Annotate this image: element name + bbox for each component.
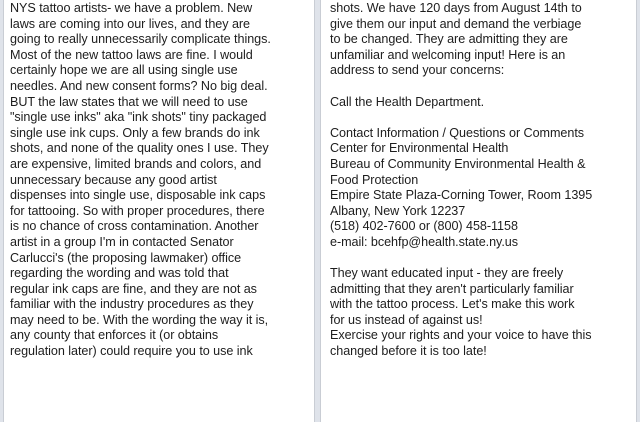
post-line: shots, and none of the quality ones I use. They bbox=[10, 141, 269, 156]
call-health-department-line: Call the Health Department. bbox=[330, 94, 485, 109]
post-line: any county that enforces it (or obtains bbox=[10, 328, 219, 343]
contact-line: Albany, New York 12237 bbox=[330, 203, 466, 218]
post-line: changed before it is too late! bbox=[330, 344, 487, 359]
post-line: dispenses into single use, disposable ink caps bbox=[10, 188, 266, 203]
post-line: single use ink cups. Only a few brands do ink bbox=[10, 125, 260, 140]
paragraph-gap bbox=[330, 79, 636, 95]
post-line: is no chance of cross contamination. Another bbox=[10, 219, 259, 234]
post-line: Carlucci's (the proposing lawmaker) office bbox=[10, 250, 242, 265]
post-line: needles. And new consent forms? No big deal. bbox=[10, 78, 268, 93]
post-line: unfamiliar and welcoming input! Here is an bbox=[330, 47, 566, 62]
post-line: laws are coming into our lives, and they are bbox=[10, 16, 251, 31]
contact-line: Food Protection bbox=[330, 172, 419, 187]
post-line: going to really unnecessarily complicate things. bbox=[10, 32, 271, 47]
post-line: NYS tattoo artists- we have a problem. New bbox=[10, 1, 253, 15]
post-line: to be changed. They are admitting they are bbox=[330, 32, 568, 47]
contact-phone: (518) 402-7600 or (800) 458-1158 bbox=[330, 219, 518, 234]
post-line: unnecessary because any good artist bbox=[10, 172, 217, 187]
post-line: may need to be. With the wording the way it is, bbox=[10, 312, 269, 327]
post-line: for us instead of against us! bbox=[330, 312, 483, 327]
post-line: regarding the wording and was told that bbox=[10, 266, 229, 281]
post-line: Exercise your rights and your voice to have this bbox=[330, 328, 592, 343]
post-line: regulation later) could require you to use ink bbox=[10, 344, 253, 359]
contact-line: Center for Environmental Health bbox=[330, 141, 509, 156]
post-line: BUT the law states that we will need to use bbox=[10, 94, 248, 109]
contact-email: e-mail: bcehfp@health.state.ny.us bbox=[330, 234, 519, 249]
post-line: are expensive, limited brands and colors, and bbox=[10, 156, 262, 171]
post-line: They want educated input - they are freely bbox=[330, 266, 564, 281]
post-line: "single use inks" aka "ink shots" tiny packaged bbox=[10, 110, 267, 125]
paragraph-gap bbox=[330, 251, 636, 267]
post-line: give them our input and demand the verbiage bbox=[330, 16, 582, 31]
post-line: for tattooing. So with proper procedures, there bbox=[10, 203, 265, 218]
post-line: Most of the new tattoo laws are fine. I would bbox=[10, 47, 253, 62]
post-line: artist in a group I'm in contacted Senator bbox=[10, 234, 234, 249]
post-line: familiar with the industry procedures as they bbox=[10, 297, 254, 312]
post-text-panel-left bbox=[3, 0, 315, 422]
post-line: with the tattoo process. Let's make this work bbox=[330, 297, 575, 312]
post-line: regular ink caps are fine, and they are not as bbox=[10, 281, 257, 296]
paragraph-gap bbox=[330, 110, 636, 126]
post-text-panel-right bbox=[320, 0, 637, 422]
post-line: address to send your concerns: bbox=[330, 63, 505, 78]
post-line: certainly hope we are all using single use bbox=[10, 63, 238, 78]
post-line: shots. We have 120 days from August 14th to bbox=[330, 1, 582, 15]
post-line: admitting that they aren't particularly familiar bbox=[330, 281, 574, 296]
contact-line: Empire State Plaza-Corning Tower, Room 1395 bbox=[330, 188, 593, 203]
contact-line: Contact Information / Questions or Comments bbox=[330, 125, 585, 140]
contact-line: Bureau of Community Environmental Health & bbox=[330, 156, 586, 171]
